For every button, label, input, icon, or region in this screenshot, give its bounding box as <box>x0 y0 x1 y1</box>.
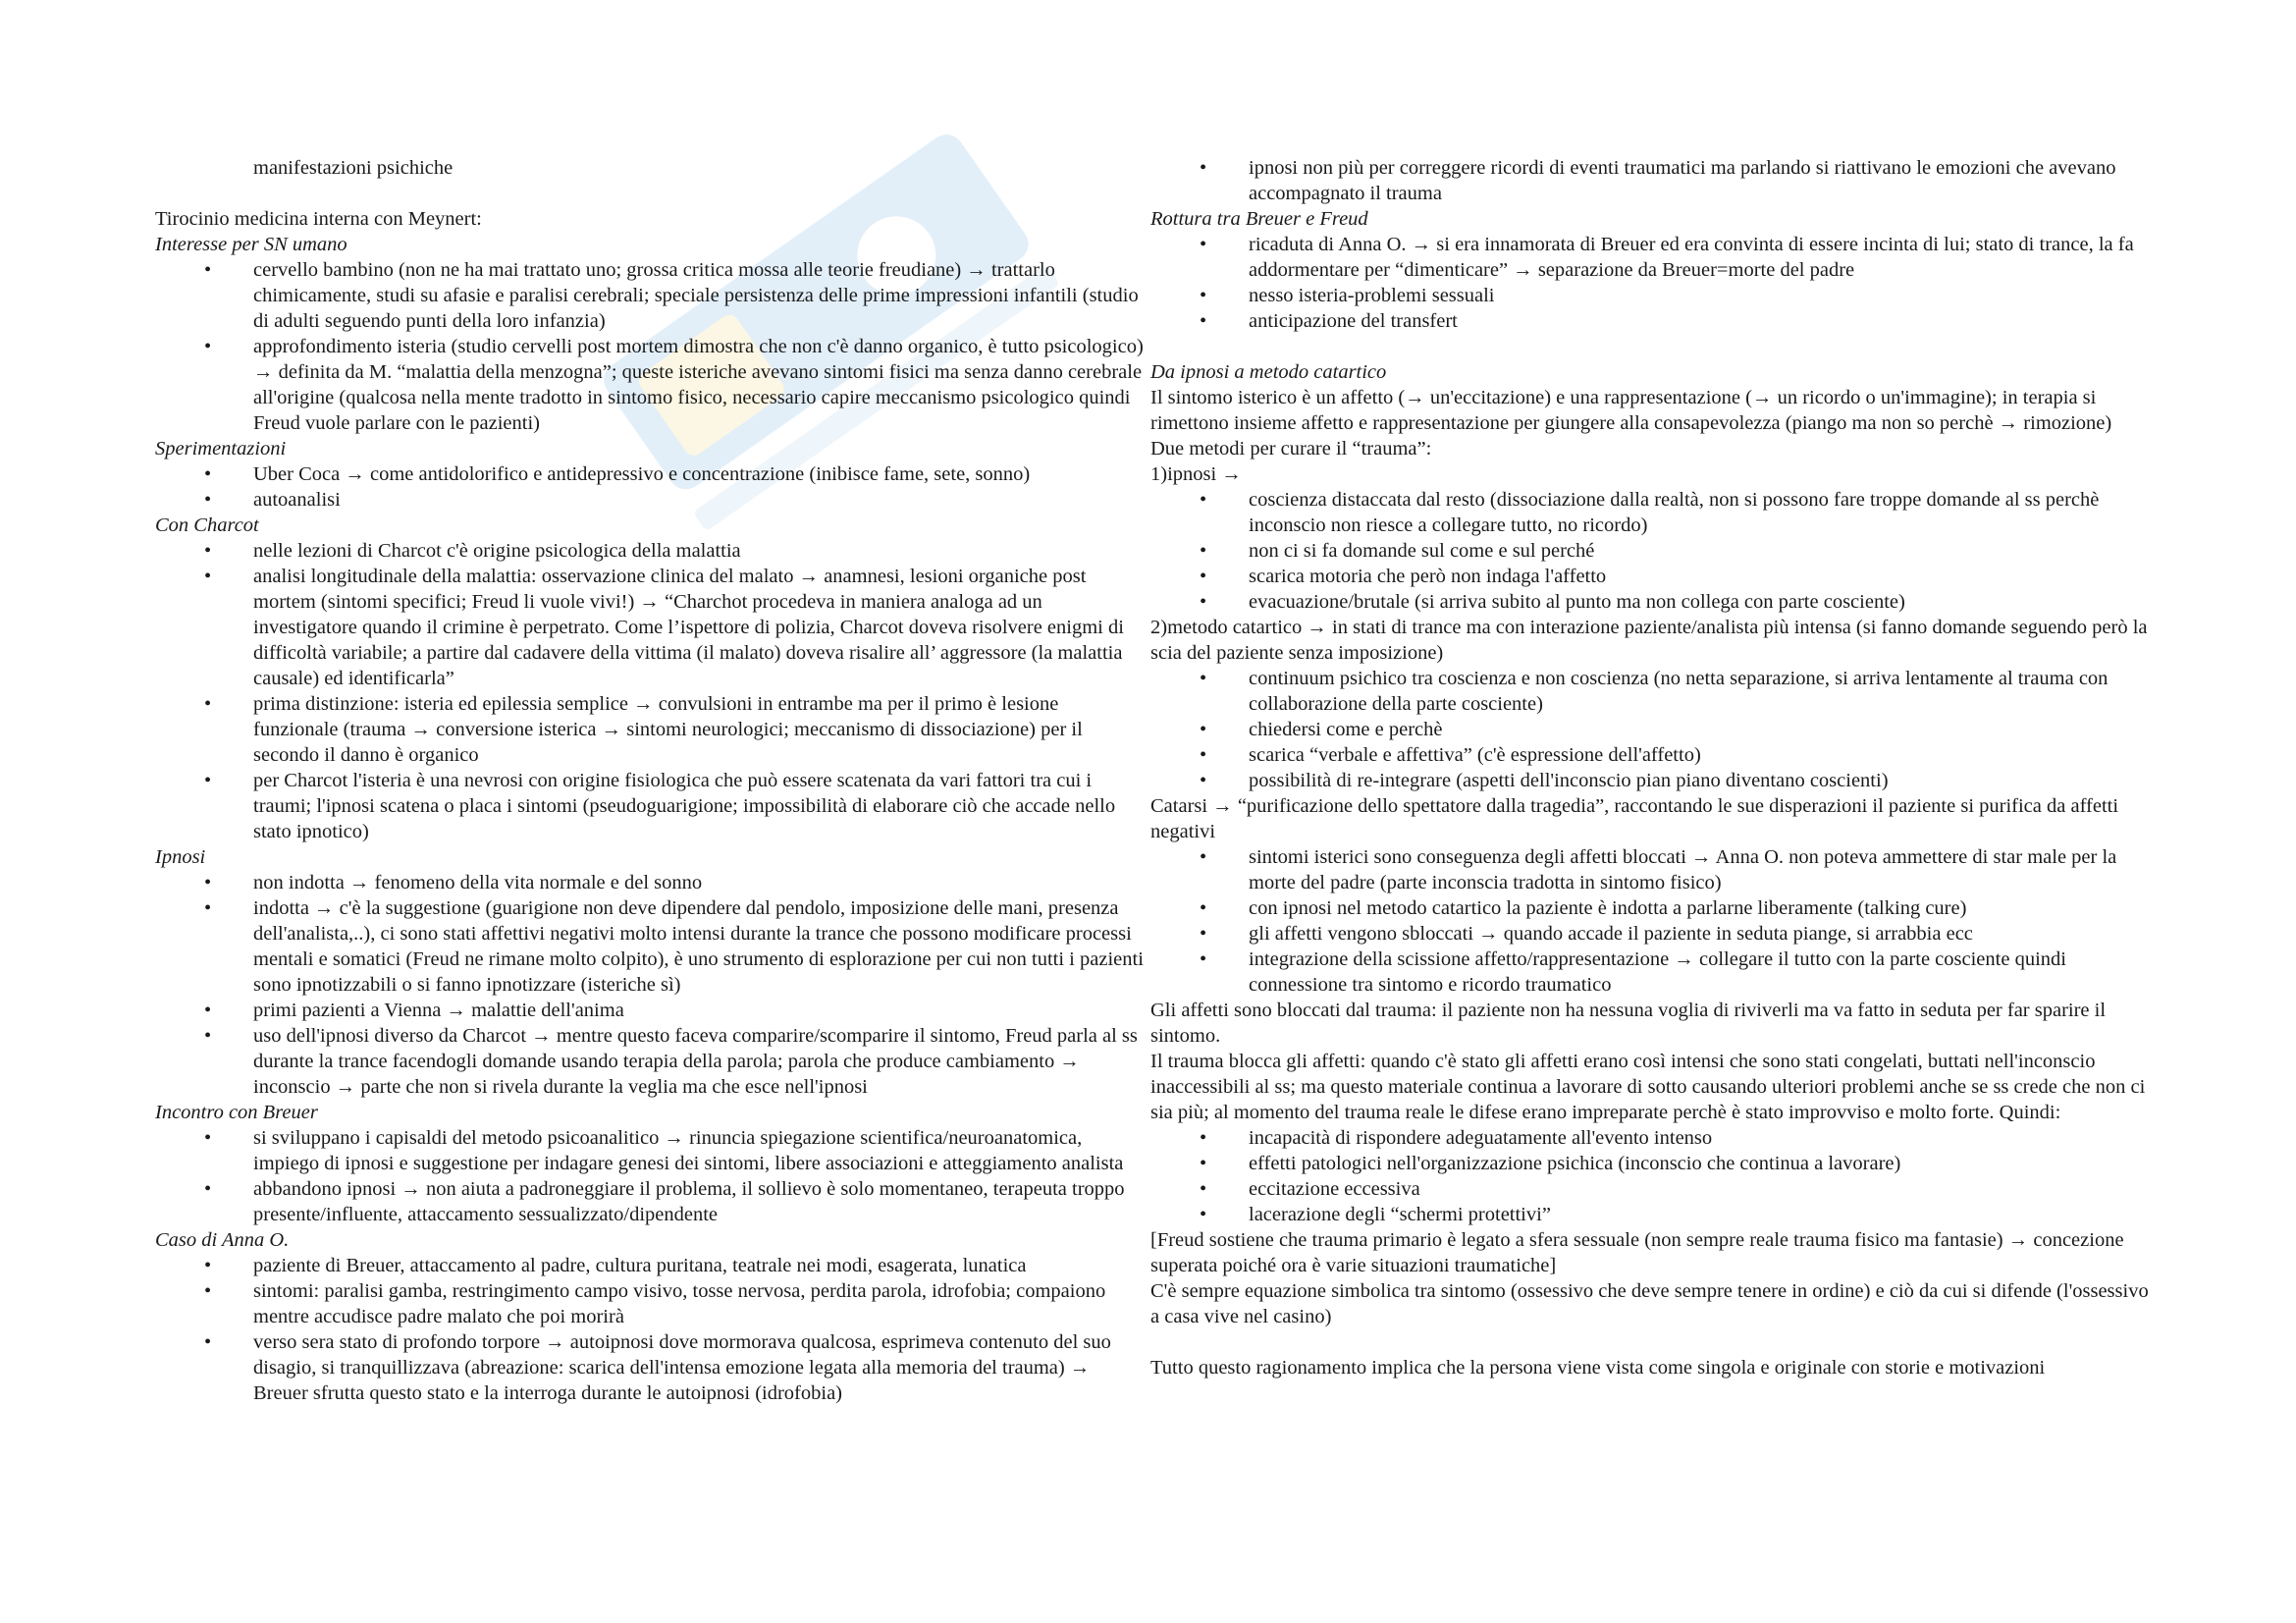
heading-tirocinio: Tirocinio medicina interna con Meynert: <box>155 208 482 230</box>
list-item: • gli affetti vengono sbloccati → quando accade il paziente in seduta piange, si arrabbia ecc <box>1150 921 2152 947</box>
list-item: • abbandono ipnosi → non aiuta a padroneggiare il problema, il sollievo è solo momentaneo, terapeuta troppo presente/influente, attaccamento sessualizzato/dipendente <box>155 1176 1147 1227</box>
list-anna-o <box>155 1253 1147 1406</box>
list-item: • analisi longitudinale della malattia: osservazione clinica del malato → anamnesi, lesioni organiche post mortem (sintomi specifici; Freud li vuole vivi!) → “Charchot procedeva in maniera analoga ad un investigatore quando il crimine è perpetrato. Come l’ispettore di polizia, Charcot doveva risolvere enigmi di difficoltà variabile; a partire dal cadavere della vittima (il malato) doveva risalire all’ aggressore (la malattia causale) ed identificarla” <box>155 564 1147 691</box>
section-title-sperimentazioni: Sperimentazioni <box>155 438 287 460</box>
list-item: • non ci si fa domande sul come e sul perché <box>1150 538 2152 564</box>
paragraph: Gli affetti sono bloccati dal trauma: il paziente non ha nessuna voglia di riviverli ma va fatto in seduta per far sparire il sintomo. <box>1150 1000 2107 1047</box>
list-item: • cervello bambino (non ne ha mai trattato uno; grossa critica mossa alle teorie freudiane) → trattarlo chimicamente, studi su afasie e paralisi cerebrali; speciale persistenza delle prime impressioni infantili (studio di adulti seguendo punti della loro infanzia) <box>155 257 1147 334</box>
list-item: • verso sera stato di profondo torpore → autoipnosi dove mormorava qualcosa, esprimeva contenuto del suo disagio, si tranquillizzava (abreazione: scarica dell'intensa emozione legata alla memoria del trauma) → Breuer sfrutta questo stato e la interroga durante le autoipnosi (idrofobia) <box>155 1329 1147 1406</box>
list-item: • integrazione della scissione affetto/rappresentazione → collegare il tutto con la parte cosciente quindi connessione tra sintomo e ricordo traumatico <box>1150 947 2152 998</box>
list-item: • evacuazione/brutale (si arriva subito al punto ma non collega con parte cosciente) <box>1150 589 2152 615</box>
section-title-rottura: Rottura tra Breuer e Freud <box>1150 208 1368 230</box>
list-item: • sintomi isterici sono conseguenza degli affetti bloccati → Anna O. non poteva ammettere di star male per la morte del padre (parte inconscia tradotta in sintomo fisico) <box>1150 844 2152 895</box>
paragraph: Il sintomo isterico è un affetto (→ un'eccitazione) e una rappresentazione (→ un ricordo o un'immagine); in terapia si rimettono insieme affetto e rappresentazione per giungere alla consapevolezza (piango ma non so perchè → rimozione) <box>1150 387 2112 434</box>
section-title-catartico: Da ipnosi a metodo catartico <box>1150 361 1387 383</box>
list-top <box>1150 155 2152 206</box>
list-ipnosi <box>155 870 1147 1100</box>
section-title-interesse: Interesse per SN umano <box>155 234 347 255</box>
list-item: • ipnosi non più per correggere ricordi di eventi traumatici ma parlando si riattivano le emozioni che avevano accompagnato il trauma <box>1150 155 2152 206</box>
list-item: • incapacità di rispondere adeguatamente all'evento intenso <box>1150 1125 2152 1151</box>
list-catartico-method <box>1150 666 2152 793</box>
list-item: • approfondimento isteria (studio cervelli post mortem dimostra che non c'è danno organico, è tutto psicologico) → definita da M. “malattia della menzogna”; queste isteriche avevano sintomi fisici ma senza danno cerebrale all'origine (qualcosa nella mente tradotto in sintomo fisico, necessario capire meccanismo psicologico quindi Freud vuole parlare con le pazienti) <box>155 334 1147 436</box>
section-title-anna-o: Caso di Anna O. <box>155 1229 290 1251</box>
spacer <box>1150 1329 2152 1355</box>
list-item: • ricaduta di Anna O. → si era innamorata di Breuer ed era convinta di essere incinta di lui; stato di trance, la fa addormentare per “dimenticare” → separazione da Breuer=morte del padre <box>1150 232 2152 283</box>
list-item: • nesso isteria-problemi sessuali <box>1150 283 2152 308</box>
right-column <box>1150 155 2152 1380</box>
list-item: • coscienza distaccata dal resto (dissociazione dalla realtà, non si possono fare troppe domande al ss perchè inconscio non riesce a collegare tutto, no ricordo) <box>1150 487 2152 538</box>
list-item: • primi pazienti a Vienna → malattie dell'anima <box>155 998 1147 1023</box>
paragraph: Il trauma blocca gli affetti: quando c'è stato gli affetti erano così intensi che sono stati congelati, buttati nell'inconscio inaccessibili al ss; ma questo materiale continua a lavorare di sotto causando ulteriori problemi anche se ss crede che non ci sia più; al momento del trauma reale le difese erano impreparate perchè è stato improvviso e molto forte. Quindi: <box>1150 1051 2146 1123</box>
left-column <box>155 155 1147 1406</box>
list-quindi <box>1150 1125 2152 1227</box>
list-item: • per Charcot l'isteria è una nevrosi con origine fisiologica che può essere scatenata da vari fattori tra cui i traumi; l'ipnosi scatena o placa i sintomi (pseudoguarigione; impossibilità di elaborare ciò che accade nello stato ipnotico) <box>155 768 1147 844</box>
list-breuer <box>155 1125 1147 1227</box>
list-item: • chiedersi come e perchè <box>1150 717 2152 742</box>
list-item: • eccitazione eccessiva <box>1150 1176 2152 1202</box>
list-item: • possibilità di re-integrare (aspetti dell'inconscio pian piano diventano coscienti) <box>1150 768 2152 793</box>
section-title-breuer: Incontro con Breuer <box>155 1102 318 1123</box>
section-title-charcot: Con Charcot <box>155 514 259 536</box>
list-item: • con ipnosi nel metodo catartico la paziente è indotta a parlarne liberamente (talking cure) <box>1150 895 2152 921</box>
list-item: • nelle lezioni di Charcot c'è origine psicologica della malattia <box>155 538 1147 564</box>
paragraph-conclusion: Tutto questo ragionamento implica che la persona viene vista come singola e originale con storie e motivazioni <box>1150 1357 2046 1379</box>
spacer <box>1150 334 2152 359</box>
paragraph: [Freud sostiene che trauma primario è legato a sfera sessuale (non sempre reale trauma fisico ma fantasie) → concezione superata poiché ora è varie situazioni traumatiche] <box>1150 1229 2124 1276</box>
list-item: • autoanalisi <box>155 487 1147 513</box>
paragraph: Due metodi per curare il “trauma”: <box>1150 438 1432 460</box>
list-item: • indotta → c'è la suggestione (guarigione non deve dipendere dal pendolo, imposizione delle mani, presenza dell'analista,..), ci sono stati affettivi negativi molto intensi durante la trance che possono modificare processi mentali e somatici (Freud ne rimane molto colpito), è uno strumento di esplorazione per cui non tutti i pazienti sono ipnotizzabili o si fanno ipnotizzare (isteriche sì) <box>155 895 1147 998</box>
list-interesse <box>155 257 1147 436</box>
list-item: • non indotta → fenomeno della vita normale e del sonno <box>155 870 1147 895</box>
list-item: • sintomi: paralisi gamba, restringimento campo visivo, tosse nervosa, perdita parola, idrofobia; compaiono mentre accudisce padre malato che poi morirà <box>155 1278 1147 1329</box>
list-item: • si sviluppano i capisaldi del metodo psicoanalitico → rinuncia spiegazione scientifica/neuroanatomica, impiego di ipnosi e suggestione per indagare genesi dei sintomi, libere associazioni e atteggiamento analista <box>155 1125 1147 1176</box>
list-item: • anticipazione del transfert <box>1150 308 2152 334</box>
list-ipnosi-method <box>1150 487 2152 615</box>
list-catarsi <box>1150 844 2152 998</box>
paragraph-catarsi: Catarsi → “purificazione dello spettatore dalla tragedia”, raccontando le sue disperazioni il paziente si purifica da affetti negativi <box>1150 795 2119 842</box>
list-item: • paziente di Breuer, attaccamento al padre, cultura puritana, teatrale nei modi, esagerata, lunatica <box>155 1253 1147 1278</box>
list-item: • lacerazione degli “schermi protettivi” <box>1150 1202 2152 1227</box>
method-1-label: 1)ipnosi → <box>1150 463 1242 485</box>
list-item: • uso dell'ipnosi diverso da Charcot → mentre questo faceva comparire/scomparire il sintomo, Freud parla al ss durante la trance facendogli domande usando terapia della parola; parola che produce cambiamento → inconscio → parte che non si rivela durante la veglia ma che esce nell'ipnosi <box>155 1023 1147 1100</box>
intro-line: manifestazioni psichiche <box>253 157 454 179</box>
list-item: • scarica motoria che però non indaga l'affetto <box>1150 564 2152 589</box>
method-2-label: 2)metodo catartico → in stati di trance ma con interazione paziente/analista più intensa (si fanno domande seguendo però la scia del paziente senza imposizione) <box>1150 617 2148 664</box>
section-title-ipnosi: Ipnosi <box>155 846 206 868</box>
list-item: • scarica “verbale e affettiva” (c'è espressione dell'affetto) <box>1150 742 2152 768</box>
list-sperimentazioni <box>155 461 1147 513</box>
list-item: • continuum psichico tra coscienza e non coscienza (no netta separazione, si arriva lentamente al trauma con collaborazione della parte cosciente) <box>1150 666 2152 717</box>
list-item: • prima distinzione: isteria ed epilessia semplice → convulsioni in entrambe ma per il primo è lesione funzionale (trauma → conversione isterica → sintomi neurologici; meccanismo di dissociazione) per il secondo il danno è organico <box>155 691 1147 768</box>
list-item: • effetti patologici nell'organizzazione psichica (inconscio che continua a lavorare) <box>1150 1151 2152 1176</box>
spacer <box>155 181 1147 206</box>
list-rottura <box>1150 232 2152 334</box>
list-item: • Uber Coca → come antidolorifico e antidepressivo e concentrazione (inibisce fame, sete, sonno) <box>155 461 1147 487</box>
paragraph: C'è sempre equazione simbolica tra sintomo (ossessivo che deve sempre tenere in ordine) e ciò da cui si difende (l'ossessivo a casa vive nel casino) <box>1150 1280 2149 1327</box>
list-charcot <box>155 538 1147 844</box>
